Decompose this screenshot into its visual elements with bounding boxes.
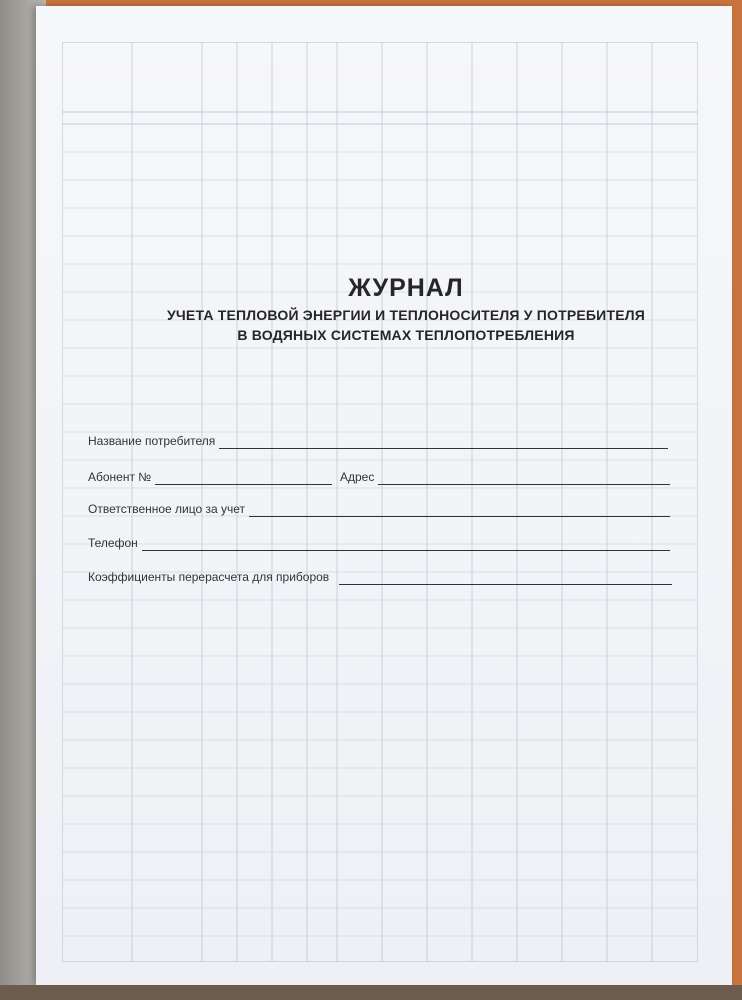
phone-label: Телефон [88, 536, 138, 550]
responsible-person-field [88, 502, 670, 517]
consumer-name-field [88, 434, 668, 449]
consumer-name-label: Название потребителя [88, 434, 216, 448]
address-field [340, 470, 670, 485]
document-subtitle-line-2: В ВОДЯНЫХ СИСТЕМАХ ТЕПЛОПОТРЕБЛЕНИЯ [237, 327, 575, 343]
responsible-person-label: Ответственное лицо за учет [88, 502, 246, 516]
subscriber-number-field [88, 470, 332, 485]
journal-page [36, 6, 732, 986]
address-line[interactable] [378, 470, 670, 485]
phone-field [88, 536, 670, 551]
phone-line[interactable] [142, 536, 670, 551]
consumer-name-line[interactable] [219, 434, 668, 449]
subscriber-number-line[interactable] [155, 470, 332, 485]
document-subtitle-line-1: УЧЕТА ТЕПЛОВОЙ ЭНЕРГИИ И ТЕПЛОНОСИТЕЛЯ У ПОТРЕБИТЕЛЯ [166, 307, 646, 323]
responsible-person-line[interactable] [249, 502, 670, 517]
coefficients-line[interactable] [339, 570, 672, 585]
document-title: ЖУРНАЛ [348, 274, 464, 302]
coefficients-field [88, 570, 672, 585]
subscriber-number-label: Абонент № [88, 470, 152, 484]
title-block [96, 274, 716, 343]
table-surface-edge [0, 985, 742, 1000]
address-label: Адрес [340, 470, 375, 484]
coefficients-label: Коэффициенты перерасчета для приборов [88, 570, 330, 584]
